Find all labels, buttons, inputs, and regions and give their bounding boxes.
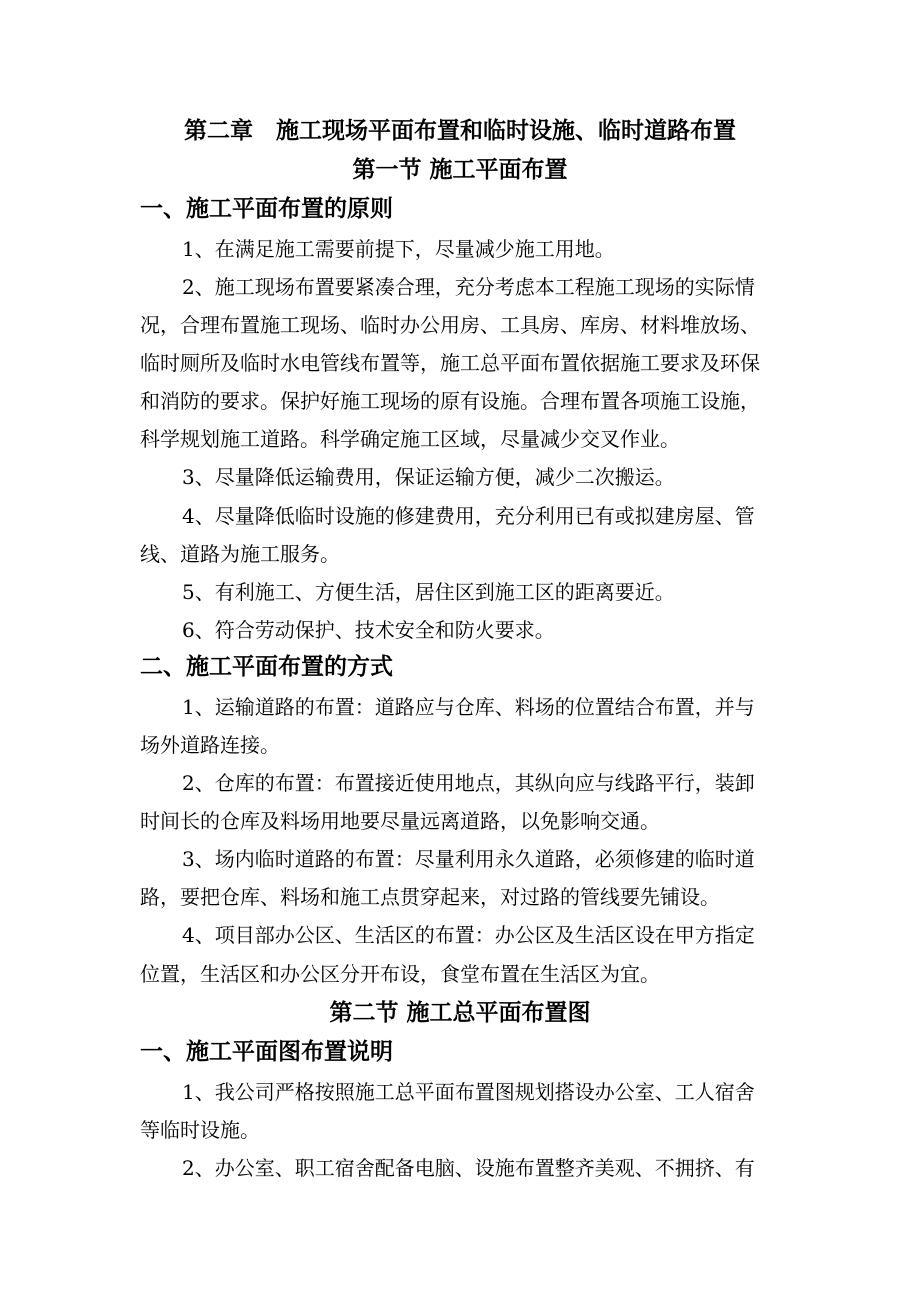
paragraph-line: 线、道路为施工服务。 xyxy=(140,542,340,566)
paragraph-line: 路，要把仓库、料场和施工点贯穿起来，对过路的管线要先铺设。 xyxy=(140,885,720,909)
paragraph-line: 4、尽量降低临时设施的修建费用，充分利用已有或拟建房屋、管 xyxy=(182,504,755,528)
paragraph-line: 2、仓库的布置：布置接近使用地点，其纵向应与线路平行，装卸 xyxy=(182,771,755,795)
section-title-1: 第一节 施工平面布置 xyxy=(352,156,568,183)
paragraph-line: 3、场内临时道路的布置：尽量利用永久道路，必须修建的临时道 xyxy=(182,847,755,871)
subsection-title-1: 一、施工平面布置的原则 xyxy=(140,195,393,222)
paragraph-line: 5、有利施工、方便生活，居住区到施工区的距离要近。 xyxy=(182,580,675,604)
paragraph-line: 位置，生活区和办公区分开布设，食堂布置在生活区为宜。 xyxy=(140,962,660,986)
paragraph-line: 时间长的仓库及料场用地要尽量远离道路，以免影响交通。 xyxy=(140,809,660,833)
paragraph-line: 2、施工现场布置要紧凑合理，充分考虑本工程施工现场的实际情 xyxy=(182,275,755,299)
paragraph-line: 临时厕所及临时水电管线布置等，施工总平面布置依据施工要求及环保 xyxy=(140,351,760,375)
paragraph-line: 场外道路连接。 xyxy=(140,733,280,757)
subsection-title-2: 二、施工平面布置的方式 xyxy=(140,653,393,680)
paragraph-line: 3、尽量降低运输费用，保证运输方便，减少二次搬运。 xyxy=(182,465,675,489)
chapter-title: 第二章 施工现场平面布置和临时设施、临时道路布置 xyxy=(184,117,736,144)
paragraph-line: 和消防的要求。保护好施工现场的原有设施。合理布置各项施工设施， xyxy=(140,389,760,413)
paragraph-line: 况，合理布置施工现场、临时办公用房、工具房、库房、材料堆放场、 xyxy=(140,313,760,337)
paragraph-line: 等临时设施。 xyxy=(140,1118,260,1142)
paragraph-line: 1、运输道路的布置：道路应与仓库、料场的位置结合布置，并与 xyxy=(182,695,755,719)
paragraph-line: 科学规划施工道路。科学确定施工区域，尽量减少交叉作业。 xyxy=(140,427,680,451)
paragraph-line: 1、在满足施工需要前提下，尽量减少施工用地。 xyxy=(182,237,615,261)
paragraph-line: 2、办公室、职工宿舍配备电脑、设施布置整齐美观、不拥挤、有 xyxy=(182,1156,755,1180)
paragraph-line: 6、符合劳动保护、技术安全和防火要求。 xyxy=(182,618,555,642)
subsection-title-3: 一、施工平面图布置说明 xyxy=(140,1038,393,1065)
paragraph-line: 4、项目部办公区、生活区的布置：办公区及生活区设在甲方指定 xyxy=(182,923,755,947)
paragraph-line: 1、我公司严格按照施工总平面布置图规划搭设办公室、工人宿舍 xyxy=(182,1080,755,1104)
section-title-2: 第二节 施工总平面布置图 xyxy=(329,999,591,1026)
